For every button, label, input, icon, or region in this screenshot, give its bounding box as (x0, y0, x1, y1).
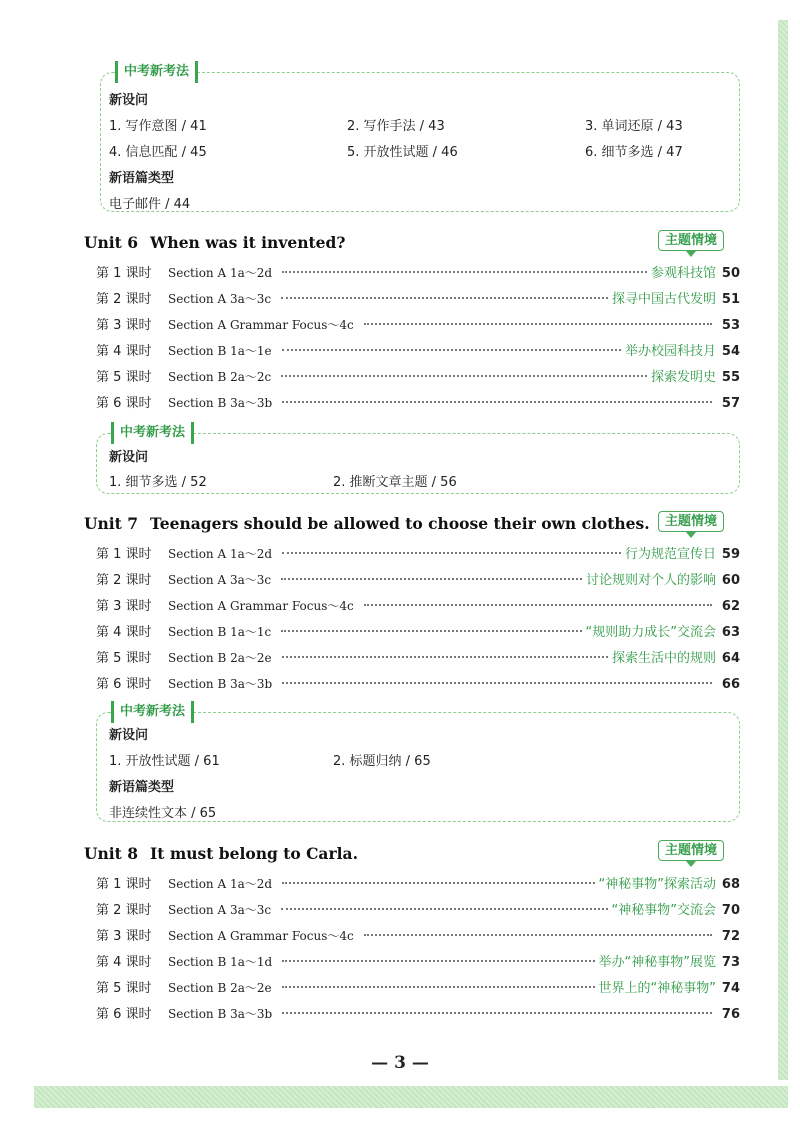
lesson-label: 第 3 课时 (96, 929, 152, 944)
theme-label: “规则助力成长”交流会 (585, 625, 716, 640)
dot-leader (282, 401, 712, 403)
section-label: Section B 1a～1e (168, 344, 272, 358)
unit-heading: It must belong to Carla. (150, 844, 358, 863)
page-ref: 74 (721, 981, 740, 996)
exam-method-tag: 中考新考法 (111, 422, 194, 444)
page-ref: 51 (721, 292, 740, 307)
dot-leader (282, 1012, 712, 1014)
lesson-label: 第 3 课时 (96, 599, 152, 614)
page-ref: 53 (721, 318, 740, 333)
toc-row[interactable] (96, 899, 740, 917)
dot-leader (281, 375, 647, 377)
section-label: Section A 3a～3c (168, 903, 272, 917)
dot-leader (282, 271, 647, 273)
section-label: Section B 2a～2e (168, 981, 272, 995)
exam-method-box-2 (96, 425, 740, 494)
theme-label: 举办校园科技月 (624, 344, 716, 359)
lesson-label: 第 4 课时 (96, 344, 152, 359)
toc-row[interactable] (96, 314, 740, 332)
question-type-item: 1. 开放性试题 / 61 (109, 754, 220, 769)
lesson-label: 第 5 课时 (96, 370, 152, 385)
page-ref: 76 (721, 1007, 740, 1022)
page-ref: 59 (721, 547, 740, 562)
question-type-item: 1. 写作意图 / 41 (109, 119, 207, 134)
page-ref: 55 (721, 370, 740, 385)
theme-label: 讨论规则对个人的影响 (585, 573, 716, 588)
lesson-label: 第 1 课时 (96, 547, 152, 562)
unit-number: Unit 7 (84, 514, 139, 533)
lesson-label: 第 1 课时 (96, 266, 152, 281)
theme-context-badge: 主题情境 (658, 511, 724, 532)
question-type-item: 2. 写作手法 / 43 (347, 119, 445, 134)
question-type-item: 2. 标题归纳 / 65 (333, 754, 431, 769)
section-label: Section A 1a～2d (168, 266, 273, 280)
lesson-label: 第 2 课时 (96, 573, 152, 588)
toc-row[interactable] (96, 873, 740, 891)
section-label: Section A Grammar Focus～4c (168, 318, 354, 332)
lesson-label: 第 5 课时 (96, 981, 152, 996)
section-label: Section A 3a～3c (168, 292, 272, 306)
unit-heading: When was it invented? (150, 233, 346, 252)
section-label: Section A 1a～2d (168, 547, 273, 561)
lesson-label: 第 6 课时 (96, 396, 152, 411)
toc-row[interactable] (96, 340, 740, 358)
section-label: Section B 3a～3b (168, 396, 273, 410)
lesson-label: 第 1 课时 (96, 877, 152, 892)
toc-row[interactable] (96, 647, 740, 665)
exam-method-box-3 (96, 704, 740, 822)
section-label: Section B 3a～3b (168, 1007, 273, 1021)
lesson-label: 第 6 课时 (96, 677, 152, 692)
genre-item: 非连续性文本 / 65 (109, 806, 217, 821)
theme-label: 世界上的“神秘事物” (598, 981, 716, 996)
theme-label: 探索发明史 (650, 370, 716, 385)
lesson-label: 第 5 课时 (96, 651, 152, 666)
page-ref: 62 (721, 599, 740, 614)
toc-row[interactable] (96, 977, 740, 995)
toc-row[interactable] (96, 1003, 740, 1021)
section-label: Section A Grammar Focus～4c (168, 599, 354, 613)
lesson-label: 第 4 课时 (96, 955, 152, 970)
page-ref: 57 (721, 396, 740, 411)
dot-leader (282, 656, 608, 658)
page-number: — 3 — (371, 1053, 429, 1073)
toc-row[interactable] (96, 621, 740, 639)
page-ref: 54 (721, 344, 740, 359)
theme-label: 参观科技馆 (650, 266, 716, 281)
page-ref: 64 (721, 651, 740, 666)
lesson-label: 第 4 课时 (96, 625, 152, 640)
lesson-label: 第 6 课时 (96, 1007, 152, 1022)
dot-leader (282, 349, 621, 351)
new-genre-heading: 新语篇类型 (109, 780, 175, 795)
dot-leader (282, 882, 594, 884)
dot-leader (364, 323, 712, 325)
dot-leader (364, 604, 712, 606)
section-label: Section A 1a～2d (168, 877, 273, 891)
section-label: Section B 1a～1d (168, 955, 273, 969)
theme-label: 举办“神秘事物”展览 (598, 955, 716, 970)
question-type-item: 1. 细节多选 / 52 (109, 475, 207, 490)
page-ref: 70 (721, 903, 740, 918)
page-ref: 66 (721, 677, 740, 692)
exam-method-tag: 中考新考法 (115, 61, 198, 83)
theme-label: 行为规范宣传日 (624, 547, 716, 562)
page-ref: 63 (721, 625, 740, 640)
decorative-side-band (778, 20, 788, 1080)
question-type-item: 6. 细节多选 / 47 (585, 145, 683, 160)
toc-row[interactable] (96, 951, 740, 969)
new-question-heading: 新设问 (109, 450, 149, 465)
section-label: Section A Grammar Focus～4c (168, 929, 354, 943)
genre-item: 电子邮件 / 44 (109, 197, 191, 212)
unit-heading: Teenagers should be allowed to choose their own clothes. (150, 514, 650, 533)
question-type-item: 3. 单词还原 / 43 (585, 119, 683, 134)
dot-leader (281, 578, 582, 580)
toc-row[interactable] (96, 595, 740, 613)
lesson-label: 第 3 课时 (96, 318, 152, 333)
exam-method-tag: 中考新考法 (111, 701, 194, 723)
new-question-heading: 新设问 (109, 93, 149, 108)
toc-row[interactable] (96, 673, 740, 691)
page-ref: 68 (721, 877, 740, 892)
section-label: Section B 1a～1c (168, 625, 272, 639)
exam-method-box-1 (100, 64, 740, 212)
question-type-item: 4. 信息匹配 / 45 (109, 145, 207, 160)
unit-number: Unit 6 (84, 233, 139, 252)
theme-label: 探索生活中的规则 (611, 651, 716, 666)
page-ref: 72 (721, 929, 740, 944)
question-type-item: 2. 推断文章主题 / 56 (333, 475, 457, 490)
theme-label: “神秘事物”交流会 (611, 903, 716, 918)
dot-leader (281, 908, 607, 910)
toc-row[interactable] (96, 392, 740, 410)
section-label: Section B 3a～3b (168, 677, 273, 691)
toc-row[interactable] (96, 569, 740, 587)
toc-row[interactable] (96, 288, 740, 306)
lesson-label: 第 2 课时 (96, 292, 152, 307)
dot-leader (282, 682, 712, 684)
toc-row[interactable] (96, 262, 740, 280)
dot-leader (282, 960, 594, 962)
toc-row[interactable] (96, 366, 740, 384)
unit-7-title (84, 514, 650, 533)
toc-row[interactable] (96, 543, 740, 561)
theme-label: “神秘事物”探索活动 (598, 877, 716, 892)
dot-leader (282, 552, 621, 554)
theme-context-badge: 主题情境 (658, 230, 724, 251)
dot-leader (282, 986, 595, 988)
unit-6-title (84, 233, 345, 252)
section-label: Section A 3a～3c (168, 573, 272, 587)
lesson-label: 第 2 课时 (96, 903, 152, 918)
dot-leader (364, 934, 712, 936)
question-type-item: 5. 开放性试题 / 46 (347, 145, 458, 160)
new-genre-heading: 新语篇类型 (109, 171, 175, 186)
section-label: Section B 2a～2e (168, 651, 272, 665)
page-ref: 50 (721, 266, 740, 281)
dot-leader (281, 630, 581, 632)
new-question-heading: 新设问 (109, 728, 149, 743)
theme-label: 探寻中国古代发明 (611, 292, 716, 307)
page-ref: 73 (721, 955, 740, 970)
unit-number: Unit 8 (84, 844, 139, 863)
dot-leader (281, 297, 608, 299)
page-ref: 60 (721, 573, 740, 588)
toc-row[interactable] (96, 925, 740, 943)
section-label: Section B 2a～2c (168, 370, 272, 384)
theme-context-badge: 主题情境 (658, 840, 724, 861)
decorative-bottom-band (34, 1086, 788, 1108)
unit-8-title (84, 844, 358, 863)
